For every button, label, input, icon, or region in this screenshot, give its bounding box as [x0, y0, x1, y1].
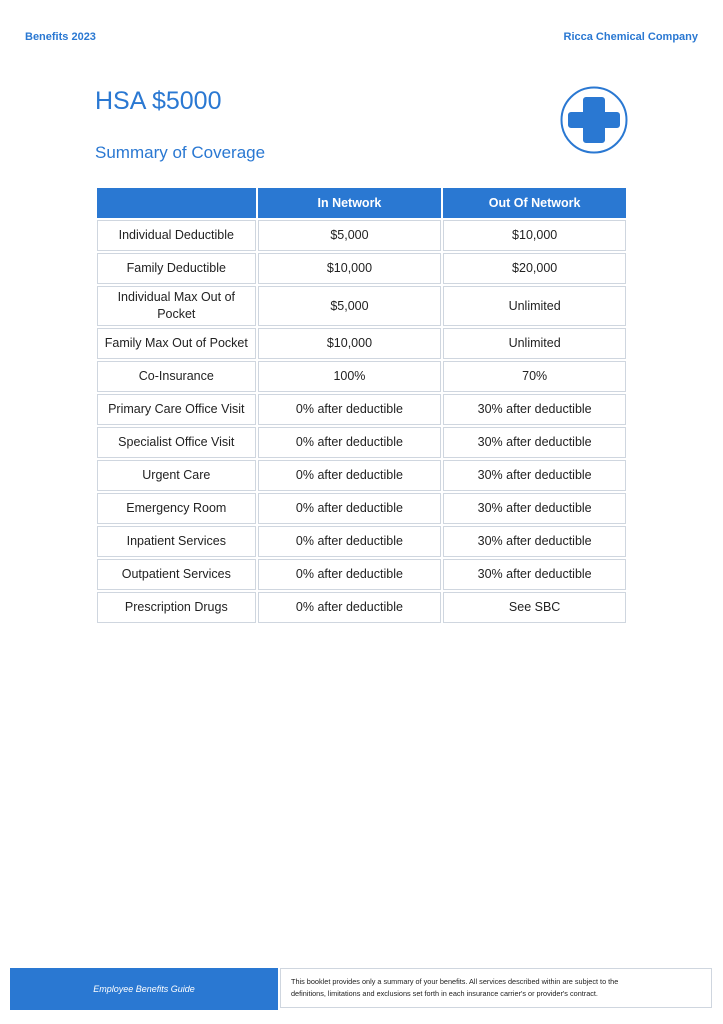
out-of-network-cell: 30% after deductible — [443, 559, 626, 590]
plan-subtitle: Summary of Coverage — [95, 143, 266, 162]
out-of-network-cell: 30% after deductible — [443, 460, 626, 491]
table-row — [97, 592, 626, 623]
footer-disclaimer — [280, 968, 712, 1008]
footer-guide-text: Employee Benefits Guide — [93, 984, 195, 994]
header-company-name: Ricca Chemical Company — [563, 31, 698, 43]
benefit-cell: Outpatient Services — [97, 559, 256, 590]
benefit-cell: Co-Insurance — [97, 361, 256, 392]
benefit-cell: Urgent Care — [97, 460, 256, 491]
benefit-cell: Family Max Out of Pocket — [97, 328, 256, 359]
in-network-cell: 0% after deductible — [258, 559, 442, 590]
table-row — [97, 427, 626, 458]
table-row — [97, 526, 626, 557]
benefit-cell: Inpatient Services — [97, 526, 256, 557]
out-of-network-cell: See SBC — [443, 592, 626, 623]
in-network-cell: 0% after deductible — [258, 394, 442, 425]
footer-disclaimer-line-2: definitions, limitations and exclusions set forth in each insurance carrier's or provider's contract. — [291, 989, 598, 998]
column-header-benefit — [97, 188, 256, 218]
out-of-network-cell: Unlimited — [443, 328, 626, 359]
header-left-label: Benefits 2023 — [25, 31, 96, 43]
out-of-network-cell: 30% after deductible — [443, 427, 626, 458]
out-of-network-cell: 30% after deductible — [443, 493, 626, 524]
out-of-network-cell: Unlimited — [443, 286, 626, 326]
in-network-cell: 0% after deductible — [258, 427, 442, 458]
table-row — [97, 220, 626, 251]
out-of-network-cell: 30% after deductible — [443, 394, 626, 425]
column-header-in-network: In Network — [258, 188, 442, 218]
benefit-cell: Individual Deductible — [97, 220, 256, 251]
table-row — [97, 394, 626, 425]
benefit-cell: Specialist Office Visit — [97, 427, 256, 458]
in-network-cell: $10,000 — [258, 253, 442, 284]
table-header-row — [97, 188, 626, 218]
table-row — [97, 328, 626, 359]
benefit-cell: Emergency Room — [97, 493, 256, 524]
in-network-cell: 0% after deductible — [258, 460, 442, 491]
page-footer — [10, 968, 714, 1010]
table-row — [97, 286, 626, 326]
in-network-cell: 100% — [258, 361, 442, 392]
column-header-out-of-network: Out Of Network — [443, 188, 626, 218]
benefit-cell: Primary Care Office Visit — [97, 394, 256, 425]
in-network-cell: 0% after deductible — [258, 493, 442, 524]
benefit-cell: Individual Max Out of Pocket — [97, 286, 256, 326]
table-row — [97, 493, 626, 524]
out-of-network-cell: $10,000 — [443, 220, 626, 251]
in-network-cell: $5,000 — [258, 220, 442, 251]
benefit-cell: Family Deductible — [97, 253, 256, 284]
table-row — [97, 460, 626, 491]
out-of-network-cell: 70% — [443, 361, 626, 392]
in-network-cell: 0% after deductible — [258, 592, 442, 623]
footer-guide-label — [10, 968, 278, 1010]
table-row — [97, 559, 626, 590]
in-network-cell: $5,000 — [258, 286, 442, 326]
out-of-network-cell: $20,000 — [443, 253, 626, 284]
table-row — [97, 253, 626, 284]
out-of-network-cell: 30% after deductible — [443, 526, 626, 557]
plan-title: HSA $5000 — [95, 87, 222, 115]
in-network-cell: $10,000 — [258, 328, 442, 359]
in-network-cell: 0% after deductible — [258, 526, 442, 557]
coverage-table — [95, 186, 628, 625]
footer-disclaimer-line-1: This booklet provides only a summary of your benefits. All services described within are subject to the — [291, 977, 619, 986]
medical-cross-icon — [560, 86, 628, 154]
table-row — [97, 361, 626, 392]
benefit-cell: Prescription Drugs — [97, 592, 256, 623]
